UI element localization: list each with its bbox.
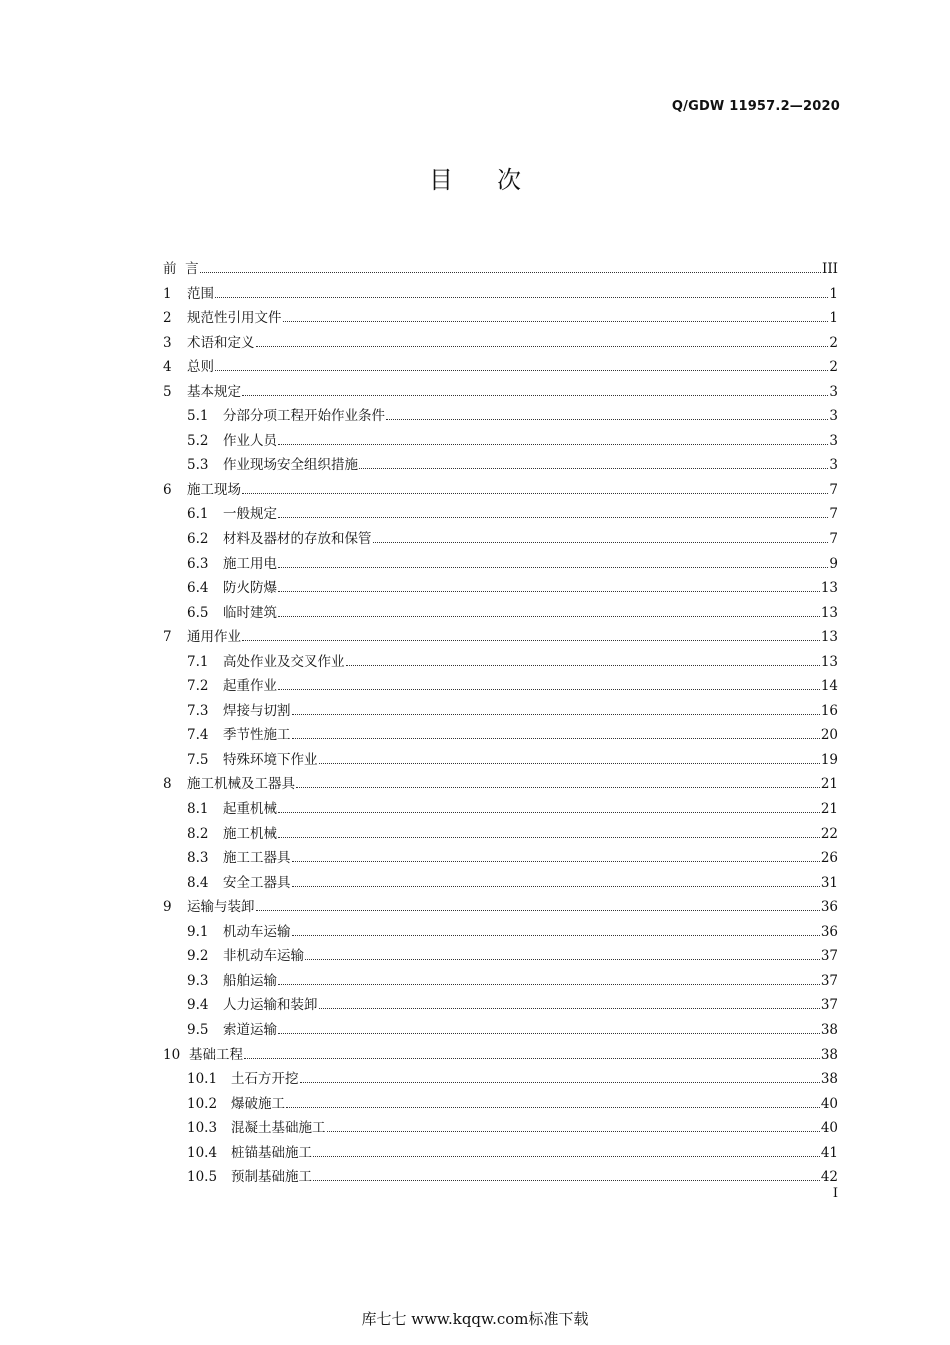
toc-entry-title: 非机动车运输 xyxy=(223,948,304,965)
toc-entry[interactable] xyxy=(163,1165,838,1190)
toc-entry-page: 36 xyxy=(820,923,838,940)
toc-entry[interactable] xyxy=(163,1092,838,1117)
toc-entry-title: 施工工器具 xyxy=(223,850,291,867)
toc-entry-title: 一般规定 xyxy=(223,506,277,523)
toc-dot-leader xyxy=(296,780,820,788)
toc-entry-page: 36 xyxy=(820,899,838,916)
toc-entry[interactable] xyxy=(163,1141,838,1166)
toc-entry[interactable] xyxy=(163,576,838,601)
toc-entry-page: 3 xyxy=(829,432,838,449)
toc-entry-page: 2 xyxy=(829,334,838,351)
toc-dot-leader xyxy=(242,387,828,395)
toc-entry-number: 5.1 xyxy=(187,408,209,425)
toc-dot-leader xyxy=(346,657,820,665)
toc-entry-title: 施工现场 xyxy=(187,481,241,498)
page-title: 目次 xyxy=(429,166,565,194)
document-code: Q/GDW 11957.2—2020 xyxy=(671,99,840,114)
toc-entry-page: III xyxy=(822,261,838,277)
table-of-contents xyxy=(163,257,838,1190)
toc-dot-leader xyxy=(278,608,820,616)
toc-entry-page: 13 xyxy=(820,580,838,597)
toc-entry-number: 6.1 xyxy=(187,506,209,523)
toc-dot-leader xyxy=(278,510,828,518)
toc-entry-page: 38 xyxy=(820,1046,838,1063)
toc-entry-page: 38 xyxy=(820,1071,838,1088)
toc-entry-title: 爆破施工 xyxy=(231,1095,285,1112)
toc-entry[interactable] xyxy=(163,699,838,724)
toc-entry-title: 特殊环境下作业 xyxy=(223,751,318,768)
toc-entry[interactable] xyxy=(163,895,838,920)
toc-entry-number: 8.2 xyxy=(187,825,209,842)
toc-entry-number: 10 xyxy=(163,1046,181,1063)
toc-entry-number: 10.1 xyxy=(187,1071,218,1088)
footer-watermark-text: 库七七 www.kqqw.com标准下载 xyxy=(361,1310,589,1328)
toc-entry-number: 1 xyxy=(163,285,172,302)
toc-entry-page: 16 xyxy=(820,702,838,719)
toc-dot-leader xyxy=(292,731,820,739)
toc-entry-title: 分部分项工程开始作业条件 xyxy=(223,408,385,425)
toc-entry-page: 21 xyxy=(820,776,838,793)
toc-entry[interactable] xyxy=(163,1018,838,1043)
toc-entry[interactable] xyxy=(163,527,838,552)
toc-entry-title: 前 言 xyxy=(163,261,199,277)
toc-entry-title: 施工用电 xyxy=(223,555,277,572)
toc-entry-page: 37 xyxy=(820,948,838,965)
toc-dot-leader xyxy=(292,854,820,862)
toc-entry-number: 7.2 xyxy=(187,678,209,695)
toc-entry-number: 8.1 xyxy=(187,801,209,818)
toc-entry[interactable] xyxy=(163,257,838,282)
toc-entry-page: 2 xyxy=(829,359,838,376)
toc-entry-number: 9.3 xyxy=(187,972,209,989)
toc-entry-title: 材料及器材的存放和保管 xyxy=(223,531,372,548)
toc-dot-leader xyxy=(373,535,829,543)
toc-entry-page: 22 xyxy=(820,825,838,842)
toc-entry[interactable] xyxy=(163,478,838,503)
toc-entry-page: 41 xyxy=(820,1144,838,1161)
toc-dot-leader xyxy=(200,265,821,273)
toc-entry-number: 9.4 xyxy=(187,997,209,1014)
toc-entry[interactable] xyxy=(163,429,838,454)
toc-dot-leader xyxy=(305,952,820,960)
toc-dot-leader xyxy=(319,756,820,764)
toc-dot-leader xyxy=(278,1026,820,1034)
toc-entry[interactable] xyxy=(163,331,838,356)
toc-dot-leader xyxy=(283,314,829,322)
toc-entry[interactable] xyxy=(163,1116,838,1141)
toc-entry-number: 9.1 xyxy=(187,923,209,940)
toc-dot-leader xyxy=(292,706,820,714)
toc-entry-title: 人力运输和装卸 xyxy=(223,997,318,1014)
toc-entry-number: 9.2 xyxy=(187,948,209,965)
toc-entry[interactable] xyxy=(163,380,838,405)
toc-entry-title: 预制基础施工 xyxy=(231,1169,312,1186)
toc-entry-title: 临时建筑 xyxy=(223,604,277,621)
toc-entry-page: 19 xyxy=(820,751,838,768)
toc-entry-number: 10.2 xyxy=(187,1095,218,1112)
toc-dot-leader xyxy=(278,559,828,567)
toc-entry-number: 8 xyxy=(163,776,172,793)
toc-entry[interactable] xyxy=(163,404,838,429)
toc-entry-page: 7 xyxy=(829,481,838,498)
toc-entry-title: 基本规定 xyxy=(187,383,241,400)
toc-entry-number: 5.2 xyxy=(187,432,209,449)
toc-entry[interactable] xyxy=(163,650,838,675)
toc-entry-number: 10.3 xyxy=(187,1120,218,1137)
toc-dot-leader xyxy=(244,1050,820,1058)
toc-entry-page: 13 xyxy=(820,604,838,621)
toc-entry-number: 5 xyxy=(163,383,172,400)
toc-entry-number: 9.5 xyxy=(187,1021,209,1038)
toc-entry-page: 40 xyxy=(820,1095,838,1112)
toc-dot-leader xyxy=(313,1148,820,1156)
toc-entry[interactable] xyxy=(163,993,838,1018)
toc-dot-leader xyxy=(256,338,829,346)
toc-entry[interactable] xyxy=(163,355,838,380)
toc-entry-number: 7.1 xyxy=(187,653,209,670)
toc-entry[interactable] xyxy=(163,748,838,773)
toc-entry-title: 基础工程 xyxy=(189,1046,243,1063)
toc-entry-page: 13 xyxy=(820,653,838,670)
toc-entry[interactable] xyxy=(163,772,838,797)
toc-entry-page: 9 xyxy=(829,555,838,572)
toc-entry[interactable] xyxy=(163,282,838,307)
toc-dot-leader xyxy=(278,682,820,690)
toc-entry[interactable] xyxy=(163,502,838,527)
toc-entry-number: 7 xyxy=(163,629,172,646)
toc-entry-page: 42 xyxy=(820,1169,838,1186)
toc-dot-leader xyxy=(300,1075,820,1083)
toc-entry-page: 3 xyxy=(829,383,838,400)
toc-entry[interactable] xyxy=(163,797,838,822)
toc-entry-title: 安全工器具 xyxy=(223,874,291,891)
toc-entry[interactable] xyxy=(163,822,838,847)
toc-entry-title: 起重机械 xyxy=(223,801,277,818)
toc-entry[interactable] xyxy=(163,920,838,945)
toc-entry-number: 6.3 xyxy=(187,555,209,572)
toc-entry-title: 作业人员 xyxy=(223,432,277,449)
toc-dot-leader xyxy=(242,486,828,494)
toc-entry[interactable] xyxy=(163,944,838,969)
toc-entry-title: 规范性引用文件 xyxy=(187,310,282,327)
toc-dot-leader xyxy=(278,976,820,984)
toc-entry-page: 26 xyxy=(820,850,838,867)
toc-entry-title: 机动车运输 xyxy=(223,923,291,940)
toc-entry-page: 21 xyxy=(820,801,838,818)
toc-entry[interactable] xyxy=(163,969,838,994)
toc-entry-title: 范围 xyxy=(187,285,214,302)
toc-entry-number: 6.5 xyxy=(187,604,209,621)
toc-entry-page: 38 xyxy=(820,1021,838,1038)
toc-entry[interactable] xyxy=(163,601,838,626)
toc-entry-page: 3 xyxy=(829,457,838,474)
toc-entry[interactable] xyxy=(163,674,838,699)
toc-entry-number: 6.2 xyxy=(187,531,209,548)
toc-entry-title: 起重作业 xyxy=(223,678,277,695)
toc-entry-title: 季节性施工 xyxy=(223,727,291,744)
toc-entry-number: 10.4 xyxy=(187,1144,218,1161)
toc-entry-number: 5.3 xyxy=(187,457,209,474)
toc-entry-page: 40 xyxy=(820,1120,838,1137)
toc-entry-number: 8.4 xyxy=(187,874,209,891)
toc-dot-leader xyxy=(327,1124,820,1132)
toc-entry-title: 焊接与切割 xyxy=(223,702,291,719)
toc-entry-number: 10.5 xyxy=(187,1169,218,1186)
toc-dot-leader xyxy=(215,363,828,371)
toc-dot-leader xyxy=(292,878,820,886)
toc-entry-number: 8.3 xyxy=(187,850,209,867)
toc-dot-leader xyxy=(386,412,828,420)
toc-entry-page: 1 xyxy=(829,285,838,302)
toc-dot-leader xyxy=(278,436,828,444)
toc-entry-title: 土石方开挖 xyxy=(231,1071,299,1088)
toc-entry-title: 桩锚基础施工 xyxy=(231,1144,312,1161)
toc-dot-leader xyxy=(292,927,820,935)
toc-entry-page: 7 xyxy=(829,531,838,548)
toc-dot-leader xyxy=(313,1173,820,1181)
toc-entry[interactable] xyxy=(163,1067,838,1092)
toc-dot-leader xyxy=(256,903,820,911)
toc-entry-title: 高处作业及交叉作业 xyxy=(223,653,345,670)
toc-entry[interactable] xyxy=(163,871,838,896)
toc-entry-title: 运输与装卸 xyxy=(187,899,255,916)
toc-entry[interactable] xyxy=(163,1043,838,1068)
toc-entry-title: 防火防爆 xyxy=(223,580,277,597)
toc-entry-page: 14 xyxy=(820,678,838,695)
toc-entry-title: 索道运输 xyxy=(223,1021,277,1038)
toc-entry-title: 施工机械及工器具 xyxy=(187,776,295,793)
toc-dot-leader xyxy=(278,805,820,813)
toc-entry-number: 7.5 xyxy=(187,751,209,768)
toc-entry-page: 37 xyxy=(820,997,838,1014)
toc-entry[interactable] xyxy=(163,625,838,650)
toc-entry[interactable] xyxy=(163,723,838,748)
toc-dot-leader xyxy=(215,289,828,297)
toc-entry-title: 作业现场安全组织措施 xyxy=(223,457,358,474)
toc-entry-page: 7 xyxy=(829,506,838,523)
toc-entry-title: 混凝土基础施工 xyxy=(231,1120,326,1137)
toc-entry-number: 2 xyxy=(163,310,172,327)
toc-entry-page: 1 xyxy=(829,310,838,327)
toc-entry[interactable] xyxy=(163,552,838,577)
toc-entry-number: 4 xyxy=(163,359,172,376)
toc-dot-leader xyxy=(278,584,820,592)
toc-entry-title: 船舶运输 xyxy=(223,972,277,989)
toc-dot-leader xyxy=(278,829,820,837)
toc-dot-leader xyxy=(359,461,828,469)
toc-dot-leader xyxy=(242,633,820,641)
toc-entry-number: 3 xyxy=(163,334,172,351)
toc-entry-number: 6.4 xyxy=(187,580,209,597)
toc-entry-title: 总则 xyxy=(187,359,214,376)
toc-entry-page: 31 xyxy=(820,874,838,891)
toc-entry-number: 7.4 xyxy=(187,727,209,744)
page-number: I xyxy=(832,1186,838,1201)
toc-entry-title: 通用作业 xyxy=(187,629,241,646)
toc-entry[interactable] xyxy=(163,306,838,331)
toc-entry-title: 施工机械 xyxy=(223,825,277,842)
toc-entry-page: 13 xyxy=(820,629,838,646)
toc-entry[interactable] xyxy=(163,846,838,871)
toc-entry-page: 37 xyxy=(820,972,838,989)
toc-dot-leader xyxy=(319,1001,820,1009)
toc-dot-leader xyxy=(286,1099,820,1107)
toc-entry-page: 3 xyxy=(829,408,838,425)
toc-entry-title: 术语和定义 xyxy=(187,334,255,351)
toc-entry-number: 6 xyxy=(163,481,172,498)
toc-entry[interactable] xyxy=(163,453,838,478)
toc-entry-number: 7.3 xyxy=(187,702,209,719)
toc-entry-number: 9 xyxy=(163,899,172,916)
toc-entry-page: 20 xyxy=(820,727,838,744)
